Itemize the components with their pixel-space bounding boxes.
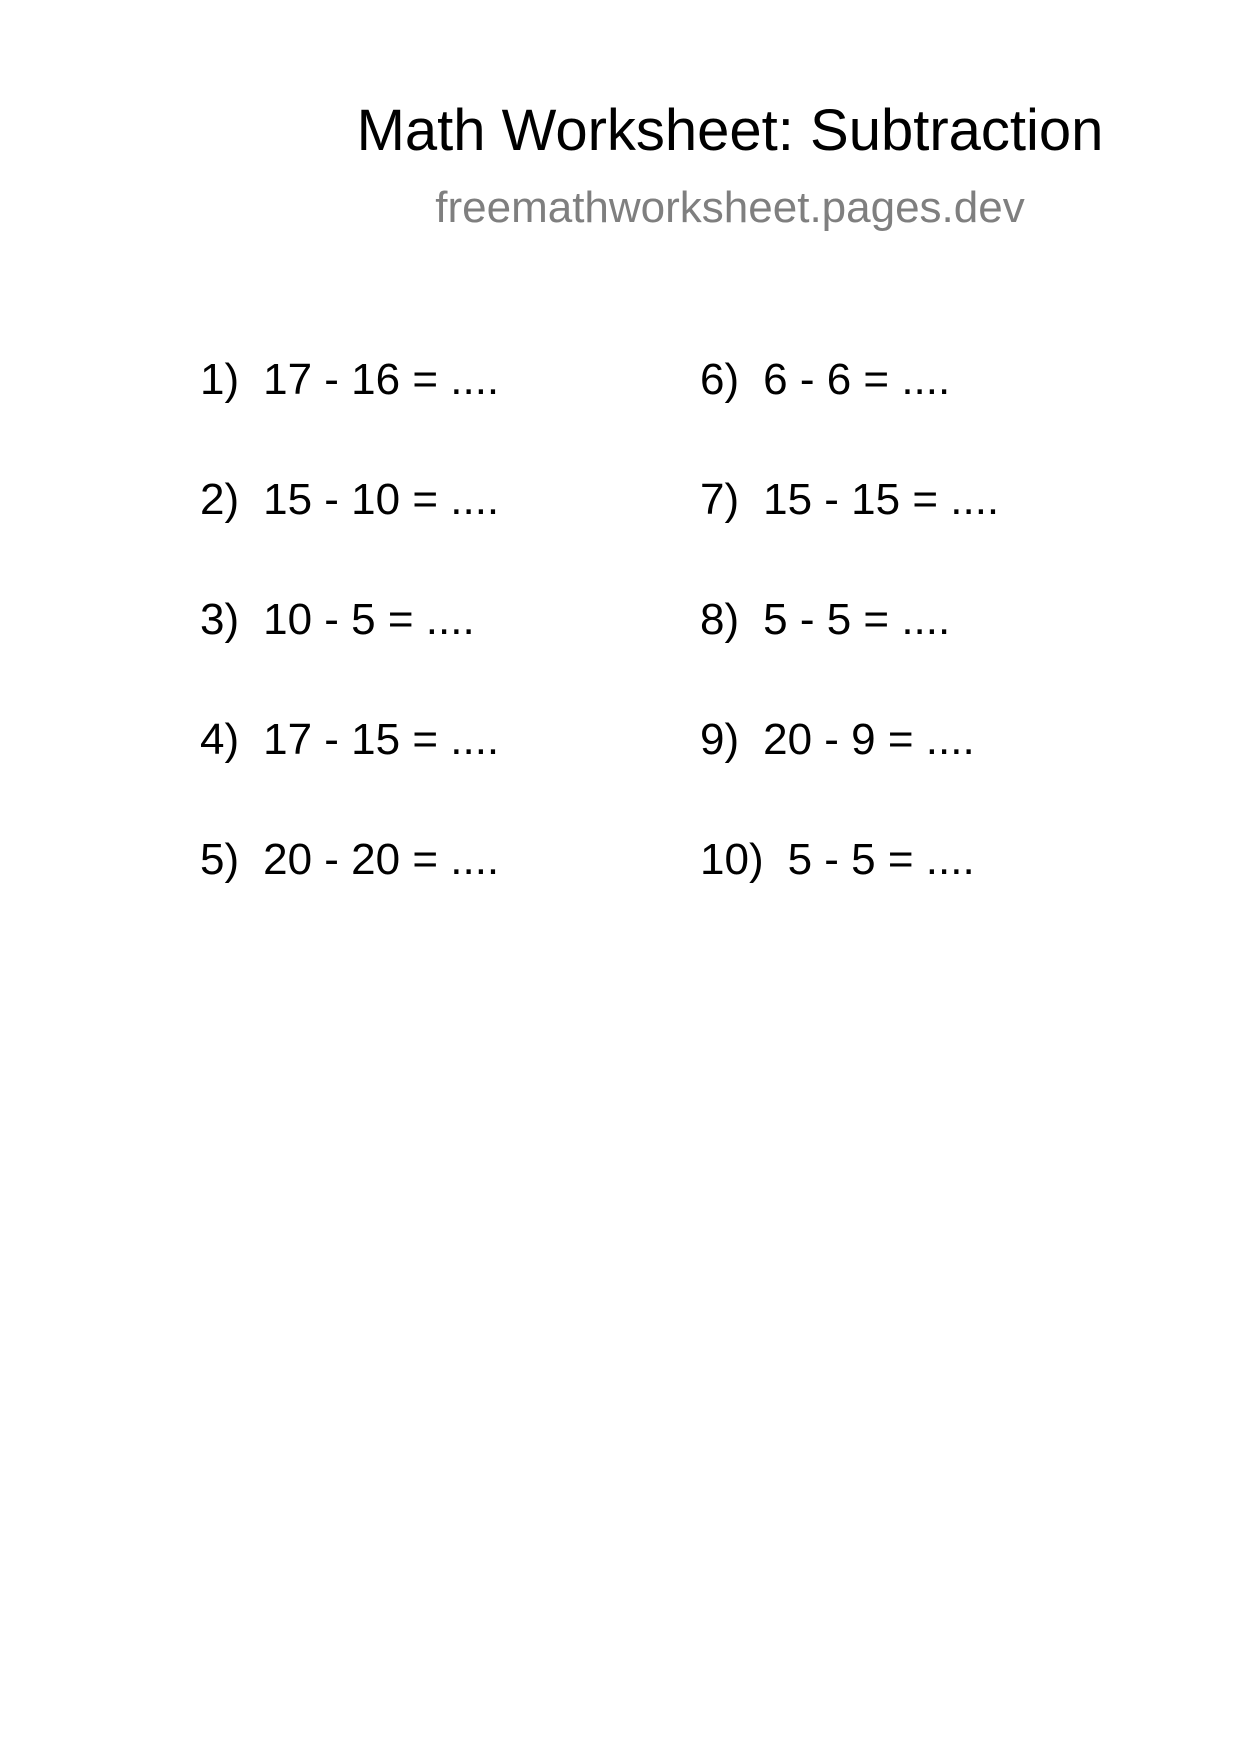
problem-number: 6) — [700, 355, 740, 404]
website-url: freemathworksheet.pages.dev — [435, 183, 1025, 232]
problem-number: 3) — [200, 595, 240, 644]
problem-7 — [700, 475, 1000, 524]
problem-expression: 10 - 5 = .... — [263, 595, 475, 644]
problem-1 — [200, 355, 500, 404]
worksheet-title: Math Worksheet: Subtraction — [356, 98, 1104, 163]
problem-number: 1) — [200, 355, 240, 404]
problem-expression: 15 - 10 = .... — [263, 475, 500, 524]
problem-6 — [700, 355, 951, 404]
problem-expression: 6 - 6 = .... — [763, 355, 951, 404]
problem-number: 5) — [200, 835, 240, 884]
problem-number: 8) — [700, 595, 740, 644]
problem-9 — [700, 715, 975, 764]
problem-number: 9) — [700, 715, 740, 764]
problem-8 — [700, 595, 951, 644]
problem-expression: 15 - 15 = .... — [763, 475, 1000, 524]
problem-expression: 5 - 5 = .... — [763, 595, 951, 644]
problem-4 — [200, 715, 500, 764]
problem-expression: 5 - 5 = .... — [787, 835, 975, 884]
problem-expression: 20 - 20 = .... — [263, 835, 500, 884]
problem-expression: 17 - 16 = .... — [263, 355, 500, 404]
problem-number: 2) — [200, 475, 240, 524]
problem-3 — [200, 595, 475, 644]
problem-10 — [700, 835, 975, 884]
problem-expression: 17 - 15 = .... — [263, 715, 500, 764]
problem-number: 10) — [700, 835, 764, 884]
problem-number: 7) — [700, 475, 740, 524]
problem-number: 4) — [200, 715, 240, 764]
problem-2 — [200, 475, 500, 524]
problem-expression: 20 - 9 = .... — [763, 715, 975, 764]
problem-5 — [200, 835, 500, 884]
